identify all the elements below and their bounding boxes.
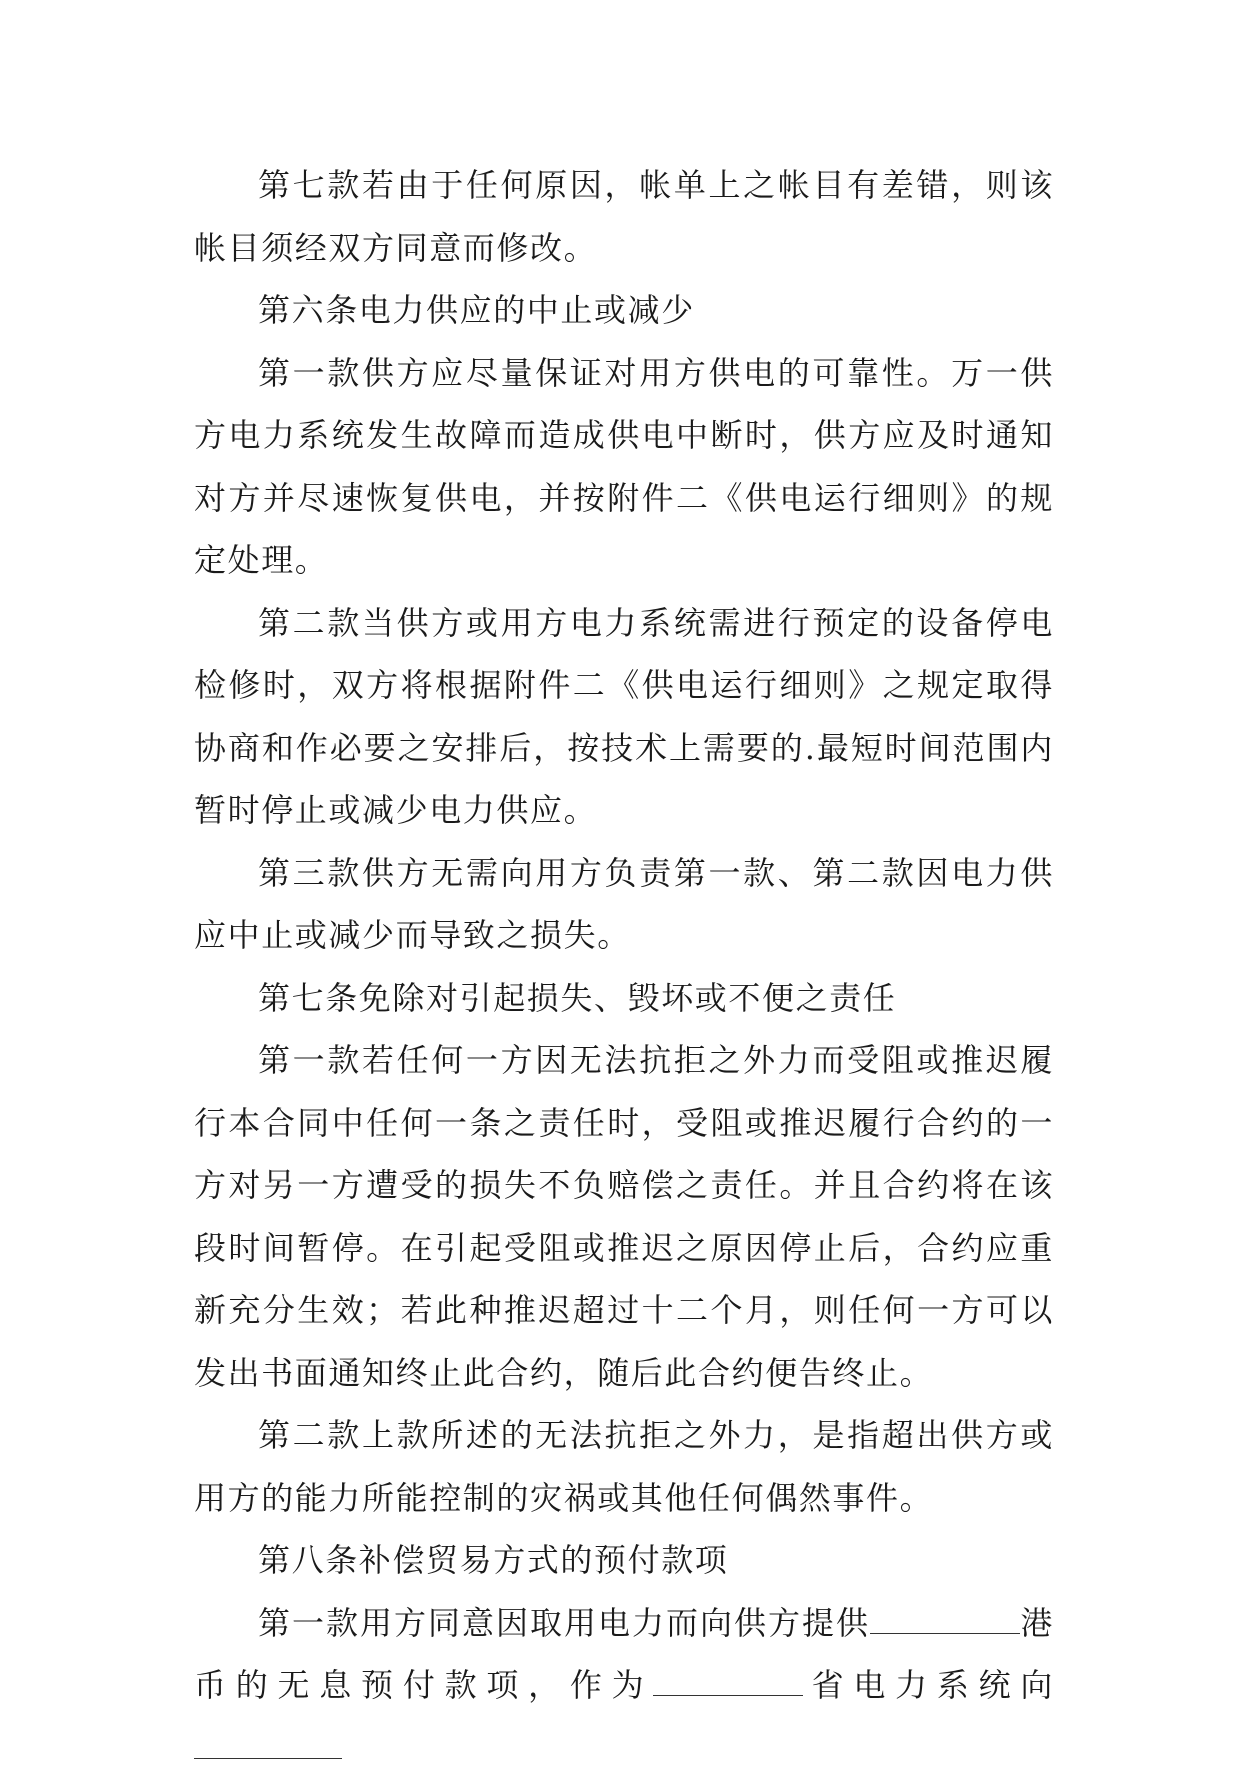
paragraph-text-part-1: 第一款用方同意因取用电力而向供方提供 xyxy=(258,1604,870,1642)
paragraph-article-6-item-2: 第二款当供方或用方电力系统需进行预定的设备停电检修时，双方将根据附件二《供电运行细则》之规定取得协商和作必要之安排后，按技术上需要的.最短时间范围内暂时停止或减少电力供应。 xyxy=(194,592,1054,842)
article-6-heading: 第六条电力供应的中止或减少 xyxy=(194,279,1054,342)
article-7-heading: 第七条免除对引起损失、毁坏或不便之责任 xyxy=(194,967,1054,1030)
paragraph-clause-7-item-7: 第七款若由于任何原因，帐单上之帐目有差错，则该帐目须经双方同意而修改。 xyxy=(194,154,1054,279)
paragraph-article-6-item-1: 第一款供方应尽量保证对用方供电的可靠性。万一供方电力系统发生故障而造成供电中断时，供方应及时通知对方并尽速恢复供电，并按附件二《供电运行细则》的规定处理。 xyxy=(194,342,1054,592)
document-body xyxy=(194,154,1054,1779)
fill-in-blank-province[interactable] xyxy=(653,1665,803,1696)
fill-in-blank-amount[interactable] xyxy=(870,1603,1020,1634)
paragraph-text-part-2: 港币的无息预付款项，作为 xyxy=(194,1604,1054,1705)
paragraph-text-part-3: 省电力系统向 xyxy=(803,1666,1054,1704)
paragraph-article-6-item-3: 第三款供方无需向用方负责第一款、第二款因电力供应中止或减少而导致之损失。 xyxy=(194,842,1054,967)
article-8-heading: 第八条补偿贸易方式的预付款项 xyxy=(194,1529,1054,1592)
paragraph-article-8-item-1 xyxy=(194,1592,1054,1779)
paragraph-article-7-item-2: 第二款上款所述的无法抗拒之外力，是指超出供方或用方的能力所能控制的灾祸或其他任何偶然事件。 xyxy=(194,1404,1054,1529)
paragraph-article-7-item-1: 第一款若任何一方因无法抗拒之外力而受阻或推迟履行本合同中任何一条之责任时，受阻或推迟履行合约的一方对另一方遭受的损失不负赔偿之责任。并且合约将在该段时间暂停。在引起受阻或推迟之原因停止后，合约应重新充分生效；若此种推迟超过十二个月，则任何一方可以发出书面通知终止此合约，随后此合约便告终止。 xyxy=(194,1029,1054,1404)
